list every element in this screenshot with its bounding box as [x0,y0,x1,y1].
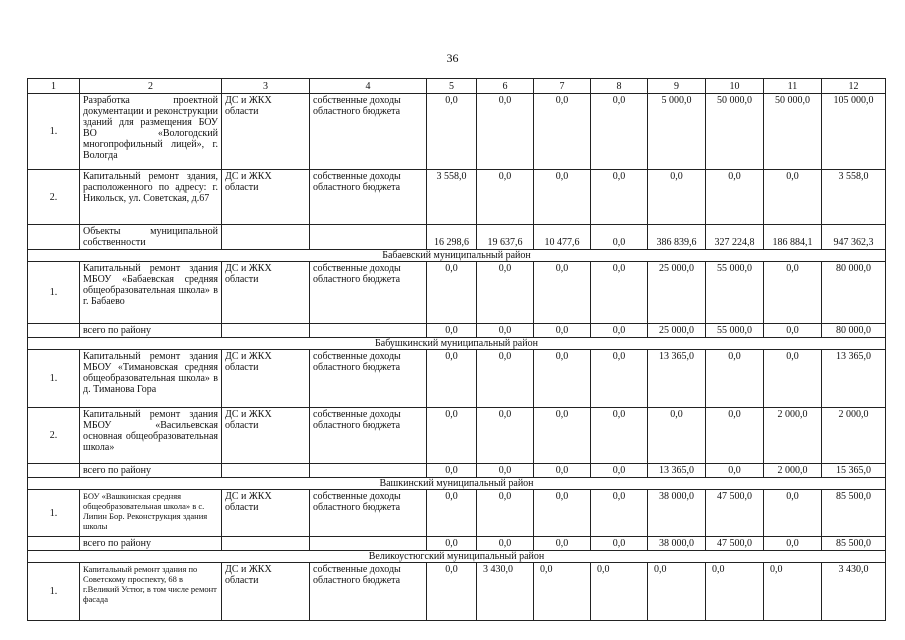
responsible: ДС и ЖКХ области [222,170,310,225]
amount-cell: 105 000,0 [822,94,886,170]
amount-cell: 85 500,0 [822,537,886,551]
header-row [28,79,886,94]
section-title: Бабушкинский муниципальный район [28,338,886,350]
amount-cell: 38 000,0 [648,537,706,551]
amount-cell: 13 365,0 [648,350,706,408]
column-header: 12 [822,79,886,94]
amount-cell: 0,0 [534,350,591,408]
amount-cell: 0,0 [534,262,591,324]
column-header: 5 [427,79,477,94]
amount-cell: 0,0 [427,537,477,551]
amount-cell: 0,0 [591,490,648,537]
amount-cell: 0,0 [477,94,534,170]
amount-cell: 947 362,3 [822,225,886,250]
amount-cell: 0,0 [591,537,648,551]
amount-cell: 0,0 [477,170,534,225]
amount-cell: 19 637,6 [477,225,534,250]
amount-cell: 0,0 [477,408,534,464]
amount-cell: 3 558,0 [822,170,886,225]
section-title: Вашкинский муниципальный район [28,478,886,490]
amount-cell: 0,0 [591,350,648,408]
amount-cell: 0,0 [427,94,477,170]
amount-cell: 0,0 [591,563,648,621]
column-header: 2 [80,79,222,94]
item-row [28,408,886,464]
item-row [28,490,886,537]
amount-cell: 38 000,0 [648,490,706,537]
amount-cell: 0,0 [477,262,534,324]
amount-cell: 0,0 [706,170,764,225]
amount-cell: 50 000,0 [764,94,822,170]
total-row [28,225,886,250]
amount-cell: 13 365,0 [648,464,706,478]
responsible [222,464,310,478]
item-name: Капитальный ремонт здания МБОУ «Бабаевская средняя общеобразовательная школа» в г. Бабаево [80,262,222,324]
section-row [28,478,886,490]
amount-cell: 0,0 [764,350,822,408]
page-number: 36 [446,51,459,65]
amount-cell: 0,0 [477,490,534,537]
item-row [28,170,886,225]
item-name: Капитальный ремонт здания, расположенного по адресу: г. Никольск, ул. Советская, д.67 [80,170,222,225]
item-name: Капитальный ремонт здания МБОУ «Васильевская основная общеобразовательная школа» [80,408,222,464]
amount-cell: 0,0 [648,170,706,225]
funding-source [310,324,427,338]
amount-cell: 0,0 [706,408,764,464]
amount-cell: 0,0 [764,537,822,551]
amount-cell: 2 000,0 [764,408,822,464]
amount-cell: 25 000,0 [648,262,706,324]
responsible: ДС и ЖКХ области [222,563,310,621]
item-name: БОУ «Вашкинская средняя общеобразовательная школа» в с. Липин Бор. Реконструкция здания школы [80,490,222,537]
responsible [222,225,310,250]
amount-cell: 0,0 [534,408,591,464]
row-number [28,464,80,478]
amount-cell: 55 000,0 [706,262,764,324]
amount-cell: 25 000,0 [648,324,706,338]
amount-cell: 2 000,0 [822,408,886,464]
amount-cell: 0,0 [427,490,477,537]
column-header: 8 [591,79,648,94]
amount-cell: 0,0 [477,324,534,338]
amount-cell: 16 298,6 [427,225,477,250]
amount-cell: 13 365,0 [822,350,886,408]
total-label: всего по району [80,324,222,338]
row-number: 1. [28,490,80,537]
amount-cell: 0,0 [427,408,477,464]
funding-source: собственные доходы областного бюджета [310,170,427,225]
amount-cell: 0,0 [764,490,822,537]
section-row [28,551,886,563]
amount-cell: 10 477,6 [534,225,591,250]
amount-cell: 0,0 [706,350,764,408]
amount-cell: 0,0 [477,537,534,551]
amount-cell: 0,0 [648,408,706,464]
funding-source: собственные доходы областного бюджета [310,350,427,408]
column-header: 3 [222,79,310,94]
total-row [28,324,886,338]
funding-source: собственные доходы областного бюджета [310,408,427,464]
amount-cell: 0,0 [591,408,648,464]
row-number: 2. [28,408,80,464]
amount-cell: 0,0 [427,464,477,478]
responsible: ДС и ЖКХ области [222,94,310,170]
funding-source: собственные доходы областного бюджета [310,563,427,621]
funding-source [310,225,427,250]
amount-cell: 186 884,1 [764,225,822,250]
amount-cell: 0,0 [764,563,822,621]
amount-cell: 0,0 [591,262,648,324]
row-number: 1. [28,262,80,324]
amount-cell: 0,0 [591,464,648,478]
amount-cell: 5 000,0 [648,94,706,170]
amount-cell: 0,0 [427,324,477,338]
amount-cell: 327 224,8 [706,225,764,250]
responsible: ДС и ЖКХ области [222,408,310,464]
amount-cell: 0,0 [648,563,706,621]
amount-cell: 47 500,0 [706,490,764,537]
amount-cell: 3 430,0 [822,563,886,621]
funding-source [310,464,427,478]
amount-cell: 0,0 [764,170,822,225]
responsible [222,537,310,551]
amount-cell: 15 365,0 [822,464,886,478]
responsible: ДС и ЖКХ области [222,350,310,408]
amount-cell: 3 558,0 [427,170,477,225]
row-number [28,324,80,338]
amount-cell: 0,0 [591,170,648,225]
column-header: 11 [764,79,822,94]
amount-cell: 0,0 [427,563,477,621]
row-number [28,537,80,551]
item-row [28,350,886,408]
responsible [222,324,310,338]
amount-cell: 0,0 [427,262,477,324]
amount-cell: 55 000,0 [706,324,764,338]
amount-cell: 0,0 [591,225,648,250]
item-name: Капитальный ремонт здания по Советскому проспекту, 68 в г.Великий Устюг, в том числе ремонт фасада [80,563,222,621]
amount-cell: 386 839,6 [648,225,706,250]
column-header: 7 [534,79,591,94]
amount-cell: 47 500,0 [706,537,764,551]
amount-cell: 0,0 [706,563,764,621]
amount-cell: 0,0 [477,350,534,408]
row-number [28,225,80,250]
total-label: всего по району [80,464,222,478]
responsible: ДС и ЖКХ области [222,262,310,324]
column-header: 10 [706,79,764,94]
row-number: 1. [28,563,80,621]
column-header: 6 [477,79,534,94]
amount-cell: 50 000,0 [706,94,764,170]
column-header: 9 [648,79,706,94]
funding-source [310,537,427,551]
item-name: Разработка проектной документации и реконструкции зданий для размещения БОУ ВО «Вологодский многопрофильный лицей», г. Вологда [80,94,222,170]
funding-source: собственные доходы областного бюджета [310,262,427,324]
amount-cell: 0,0 [534,537,591,551]
row-number: 2. [28,170,80,225]
section-row [28,338,886,350]
amount-cell: 0,0 [706,464,764,478]
section-title: Великоустюгский муниципальный район [28,551,886,563]
amount-cell: 0,0 [591,94,648,170]
amount-cell: 0,0 [591,324,648,338]
amount-cell: 85 500,0 [822,490,886,537]
responsible: ДС и ЖКХ области [222,490,310,537]
amount-cell: 3 430,0 [477,563,534,621]
funding-source: собственные доходы областного бюджета [310,94,427,170]
total-row [28,464,886,478]
amount-cell: 0,0 [534,563,591,621]
amount-cell: 80 000,0 [822,262,886,324]
item-name: Капитальный ремонт здания МБОУ «Тимановская средняя общеобразовательная школа» в д. Тиманова Гора [80,350,222,408]
row-number: 1. [28,350,80,408]
funding-source: собственные доходы областного бюджета [310,490,427,537]
item-row [28,94,886,170]
amount-cell: 0,0 [427,350,477,408]
amount-cell: 2 000,0 [764,464,822,478]
amount-cell: 80 000,0 [822,324,886,338]
amount-cell: 0,0 [534,464,591,478]
item-row [28,563,886,621]
section-title: Бабаевский муниципальный район [28,250,886,262]
total-row [28,537,886,551]
item-row [28,262,886,324]
total-label: Объекты муниципальной собственности [80,225,222,250]
amount-cell: 0,0 [764,324,822,338]
budget-table [27,78,886,621]
section-row [28,250,886,262]
amount-cell: 0,0 [534,490,591,537]
amount-cell: 0,0 [477,464,534,478]
column-header: 1 [28,79,80,94]
amount-cell: 0,0 [534,324,591,338]
amount-cell: 0,0 [534,170,591,225]
amount-cell: 0,0 [534,94,591,170]
amount-cell: 0,0 [764,262,822,324]
row-number: 1. [28,94,80,170]
total-label: всего по району [80,537,222,551]
column-header: 4 [310,79,427,94]
